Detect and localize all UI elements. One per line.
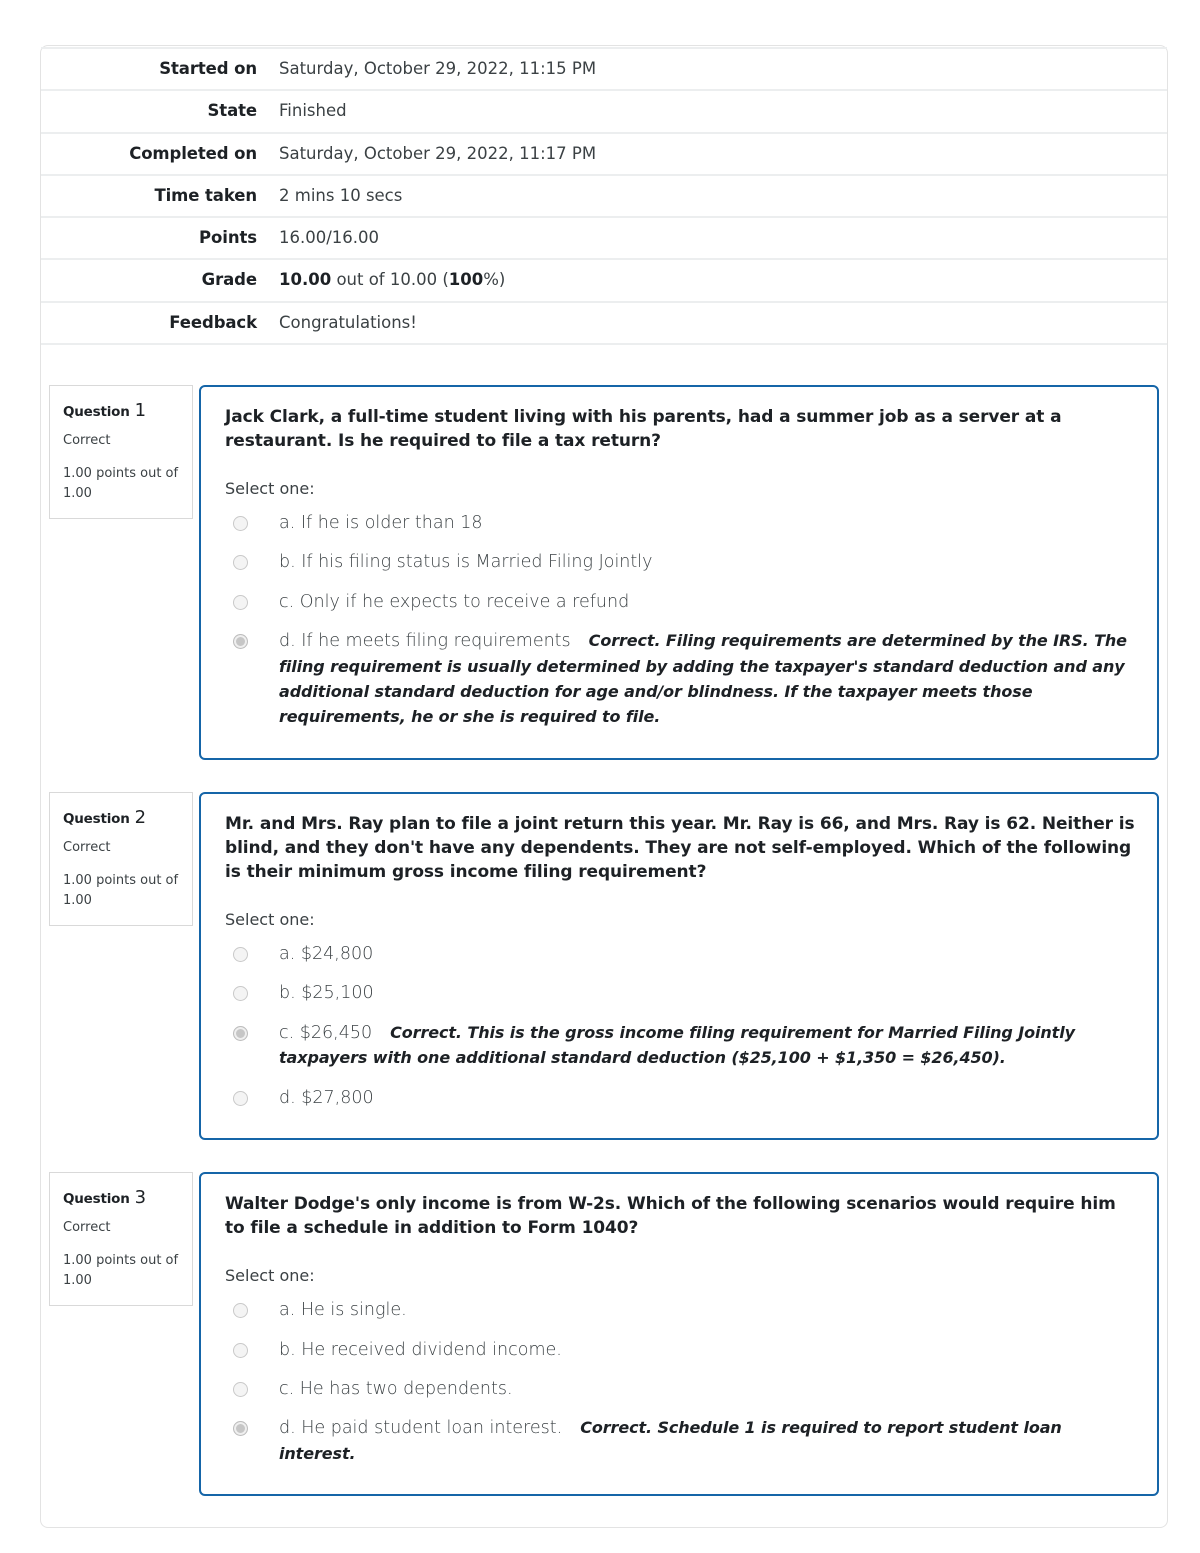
answer-label: c. Only if he expects to receive a refund <box>279 591 630 612</box>
summary-label: State <box>207 101 257 121</box>
question-number-value: 2 <box>134 806 146 828</box>
question-number-label: Question <box>63 1190 130 1207</box>
question-state: Correct <box>63 432 111 448</box>
answer-option[interactable] <box>225 935 1135 974</box>
question-block <box>49 1172 1159 1496</box>
summary-row <box>41 175 1167 217</box>
summary-value: Saturday, October 29, 2022, 11:15 PM <box>279 59 597 78</box>
answer-option[interactable] <box>225 974 1135 1013</box>
question-state: Correct <box>63 839 111 855</box>
answer-label: d. If he meets filing requirements <box>279 631 571 652</box>
summary-label: Started on <box>159 59 257 78</box>
questions-container <box>41 385 1167 1496</box>
answer-option[interactable] <box>225 1291 1135 1330</box>
answer-option[interactable] <box>225 1370 1135 1409</box>
summary-row <box>41 133 1167 175</box>
question-text: Jack Clark, a full-time student living with his parents, had a summer job as a server at a restaurant. Is he required to file a tax return? <box>225 406 1062 451</box>
quiz-summary-table <box>41 47 1167 345</box>
radio-unselected-icon[interactable] <box>233 516 248 531</box>
answer-list <box>225 504 1135 738</box>
radio-unselected-icon[interactable] <box>233 986 248 1001</box>
summary-value: Finished <box>279 101 347 121</box>
answer-label: a. If he is older than 18 <box>279 513 483 534</box>
radio-selected-icon[interactable] <box>233 634 248 649</box>
radio-selected-icon[interactable] <box>233 1421 248 1436</box>
question-content <box>199 385 1159 760</box>
answer-option[interactable] <box>225 504 1135 543</box>
question-marks: 1.00 points out of 1.00 <box>63 872 179 908</box>
question-state: Correct <box>63 1219 111 1235</box>
question-number-value: 1 <box>134 399 146 421</box>
question-info-panel <box>49 385 193 519</box>
quiz-review-page <box>40 45 1168 1528</box>
answer-label: b. $25,100 <box>279 983 374 1004</box>
question-number-value: 3 <box>134 1186 146 1208</box>
answer-list <box>225 935 1135 1118</box>
question-block <box>49 385 1159 760</box>
answer-feedback: Correct. This is the gross income filing requirement for Married Filing Jointly taxpayers with one additional standard deduction ($25,100 + $1,350 = $26,450). <box>279 1022 1075 1068</box>
summary-label: Time taken <box>154 185 257 205</box>
summary-row <box>41 259 1167 301</box>
question-content <box>199 1172 1159 1496</box>
summary-label: Points <box>199 228 257 248</box>
grade-percent: 100 <box>448 270 484 290</box>
question-block <box>49 792 1159 1140</box>
summary-value: Saturday, October 29, 2022, 11:17 PM <box>279 143 597 163</box>
summary-value: 2 mins 10 secs <box>279 185 403 205</box>
select-one-label: Select one: <box>225 1266 315 1286</box>
answer-option[interactable] <box>225 622 1135 738</box>
radio-unselected-icon[interactable] <box>233 1343 248 1358</box>
radio-unselected-icon[interactable] <box>233 1303 248 1318</box>
answer-feedback: Correct. Filing requirements are determined by the IRS. The filing requirement is usually determined by adding the taxpayer's standard deduction and any additional standard deduction for age and/or blindness. If the taxpayer meets those requirements, he or she is required to file. <box>279 631 1127 727</box>
radio-unselected-icon[interactable] <box>233 1091 248 1106</box>
grade-outof: out of 10.00 ( <box>331 270 449 290</box>
summary-label: Grade <box>201 270 257 290</box>
question-info-panel <box>49 1172 193 1306</box>
question-text: Mr. and Mrs. Ray plan to file a joint return this year. Mr. Ray is 66, and Mrs. Ray is 62. Neither is blind, and they don't have any dependents. They are not self-employed. Which of the following is their minimum gross income filing requirement? <box>225 813 1135 882</box>
answer-option[interactable] <box>225 1331 1135 1370</box>
summary-value: Congratulations! <box>279 312 417 332</box>
select-one-label: Select one: <box>225 910 315 930</box>
answer-label: a. He is single. <box>279 1300 407 1321</box>
answer-feedback: Correct. Schedule 1 is required to report student loan interest. <box>279 1418 1062 1463</box>
radio-unselected-icon[interactable] <box>233 1382 248 1397</box>
answer-label: d. $27,800 <box>279 1087 374 1108</box>
answer-label: c. He has two dependents. <box>279 1378 513 1399</box>
summary-label: Completed on <box>129 143 257 163</box>
summary-row <box>41 48 1167 90</box>
radio-unselected-icon[interactable] <box>233 947 248 962</box>
answer-option[interactable] <box>225 543 1135 582</box>
question-number <box>63 1187 180 1208</box>
summary-row <box>41 302 1167 344</box>
answer-option[interactable] <box>225 1409 1135 1474</box>
answer-list <box>225 1291 1135 1474</box>
summary-value <box>265 259 1167 301</box>
radio-unselected-icon[interactable] <box>233 595 248 610</box>
answer-option[interactable] <box>225 1014 1135 1079</box>
question-marks: 1.00 points out of 1.00 <box>63 1252 179 1289</box>
summary-label: Feedback <box>169 312 257 332</box>
answer-option[interactable] <box>225 1079 1135 1118</box>
answer-option[interactable] <box>225 583 1135 622</box>
question-content <box>199 792 1159 1140</box>
summary-row <box>41 217 1167 259</box>
question-info-panel <box>49 792 193 926</box>
answer-label: a. $24,800 <box>279 944 374 965</box>
question-number <box>63 400 180 421</box>
answer-label: c. $26,450 <box>279 1022 373 1043</box>
answer-label: b. If his filing status is Married Filing Jointly <box>279 552 653 573</box>
summary-value: 16.00/16.00 <box>279 228 380 248</box>
answer-label: d. He paid student loan interest. <box>279 1418 563 1439</box>
question-number-label: Question <box>63 810 130 827</box>
answer-label: b. He received dividend income. <box>279 1339 562 1360</box>
question-text: Walter Dodge's only income is from W-2s. Which of the following scenarios would require him to file a schedule in addition to Form 1040? <box>225 1193 1116 1239</box>
grade-score: 10.00 <box>279 270 332 290</box>
question-number-label: Question <box>63 403 130 420</box>
select-one-label: Select one: <box>225 479 315 499</box>
radio-selected-icon[interactable] <box>233 1026 248 1041</box>
summary-row <box>41 90 1167 132</box>
question-number <box>63 807 180 828</box>
grade-percent-suffix: %) <box>483 270 506 290</box>
question-marks: 1.00 points out of 1.00 <box>63 465 179 501</box>
radio-unselected-icon[interactable] <box>233 555 248 570</box>
